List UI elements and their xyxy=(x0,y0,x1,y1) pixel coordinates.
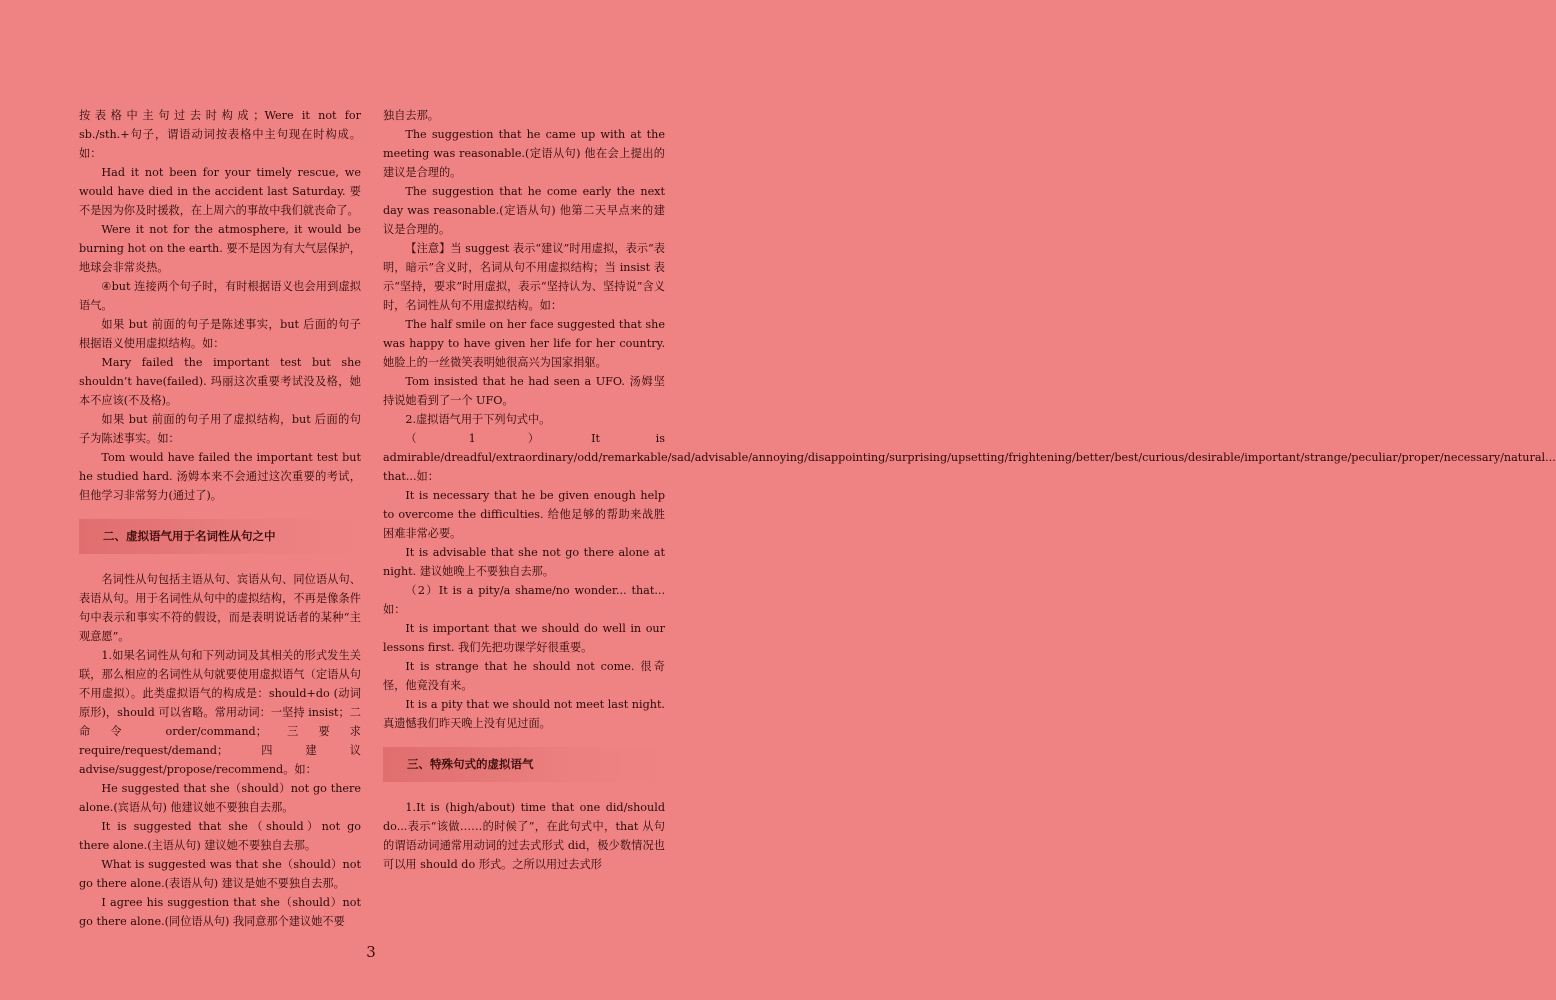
page-number: 3 xyxy=(366,943,376,961)
paragraph: It is necessary that he be given enough help to overcome the difficulties. 给他足够的帮助来战胜困难非常必要。 xyxy=(383,489,665,540)
paragraph: 按表格中主句过去时构成；Were it not for sb./sth.+句子，谓语动词按表格中主句现在时构成。如： xyxy=(79,109,361,160)
paragraph: 独自去那。 xyxy=(383,109,439,122)
paragraph: 1.It is (high/about) time that one did/should do...表示“该做……的时候了”，在此句式中，that 从句的谓语动词通常用动词的过去式形式 did，极少数情况也可以用 should do 形式。之所以用过去式形 xyxy=(383,801,665,871)
paragraph: 如果 but 前面的句子是陈述事实，but 后面的句子根据语义使用虚拟结构。如： xyxy=(79,318,361,350)
paragraph: It is strange that he should not come. 很奇怪，他竟没有来。 xyxy=(383,660,665,692)
paragraph: 如果 but 前面的句子用了虚拟结构，but 后面的句子为陈述事实。如： xyxy=(79,413,361,445)
paragraph: It is suggested that she（should）not go there alone.(主语从句) 建议她不要独自去那。 xyxy=(79,820,361,852)
paragraph: 名词性从句包括主语从句、宾语从句、同位语从句、表语从句。用于名词性从句中的虚拟结构，不再是像条件句中表示和事实不符的假设，而是表明说话者的某种“主观意愿”。 xyxy=(79,573,361,643)
section-heading: 三、特殊句式的虚拟语气 xyxy=(383,747,665,782)
paragraph: He suggested that she（should）not go there alone.(宾语从句) 他建议她不要独自去那。 xyxy=(79,782,361,814)
paragraph: Were it not for the atmosphere, it would be burning hot on the earth. 要不是因为有大气层保护，地球会非常炎热。 xyxy=(79,223,361,274)
paragraph: The suggestion that he come early the next day was reasonable.(定语从句) 他第二天早点来的建议是合理的。 xyxy=(383,185,665,236)
paragraph: The half smile on her face suggested that she was happy to have given her life for her country. 她脸上的一丝微笑表明她很高兴为国家捐躯。 xyxy=(383,318,665,369)
paragraph: It is a pity that we should not meet last night. 真遗憾我们昨天晚上没有见过面。 xyxy=(383,698,665,730)
paragraph: 2.虚拟语气用于下列句式中。 xyxy=(405,413,551,426)
paragraph: Tom would have failed the important test but he studied hard. 汤姆本来不会通过这次重要的考试，但他学习非常努力(通过了)。 xyxy=(79,451,361,502)
paragraph: It is important that we should do well in our lessons first. 我们先把功课学好很重要。 xyxy=(383,622,665,654)
paragraph: ④but 连接两个句子时，有时根据语义也会用到虚拟语气。 xyxy=(79,280,361,312)
paragraph: Had it not been for your timely rescue, we would have died in the accident last Saturday. 要不是因为你及时援救，在上周六的事故中我们就丧命了。 xyxy=(79,166,361,217)
paragraph: What is suggested was that she（should）not go there alone.(表语从句) 建议是她不要独自去那。 xyxy=(79,858,361,890)
paragraph: （1）It is admirable/dreadful/extraordinary/odd/remarkable/sad/advisable/annoying/disappointing/surprising/upsetting/frightening/better/best/curious/desirable/important/strange/peculiar/proper/necessary/natural... that...如： xyxy=(383,432,1556,483)
paragraph: The suggestion that he came up with at the meeting was reasonable.(定语从句) 他在会上提出的建议是合理的。 xyxy=(383,128,665,179)
paragraph: 1.如果名词性从句和下列动词及其相关的形式发生关联，那么相应的名词性从句就要使用虚拟语气（定语从句不用虚拟）。此类虚拟语气的构成是：should+do (动词原形)，should 可以省略。常用动词：一坚持 insist；二命令 order/command；三要求 require/request/demand；四建议 advise/suggest/propose/recommend。如： xyxy=(79,649,361,776)
paragraph: Tom insisted that he had seen a UFO. 汤姆坚持说她看到了一个 UFO。 xyxy=(383,375,665,407)
paragraph: It is advisable that she not go there alone at night. 建议她晚上不要独自去那。 xyxy=(383,546,665,578)
paragraph: 【注意】当 suggest 表示“建议”时用虚拟，表示“表明，暗示”含义时，名词从句不用虚拟结构；当 insist 表示“坚持，要求”时用虚拟，表示“坚持认为、坚持说”含义时，名词性从句不用虚拟结构。如： xyxy=(383,242,665,312)
paragraph: I agree his suggestion that she（should）not go there alone.(同位语从句) 我同意那个建议她不要 xyxy=(79,896,361,928)
right-column xyxy=(383,106,1556,874)
section-heading: 二、虚拟语气用于名词性从句之中 xyxy=(79,519,361,554)
paragraph: （2）It is a pity/a shame/no wonder... that...如： xyxy=(383,584,665,616)
paragraph: Mary failed the important test but she shouldn’t have(failed). 玛丽这次重要考试没及格，她本不应该(不及格)。 xyxy=(79,356,361,407)
left-column xyxy=(79,106,361,931)
